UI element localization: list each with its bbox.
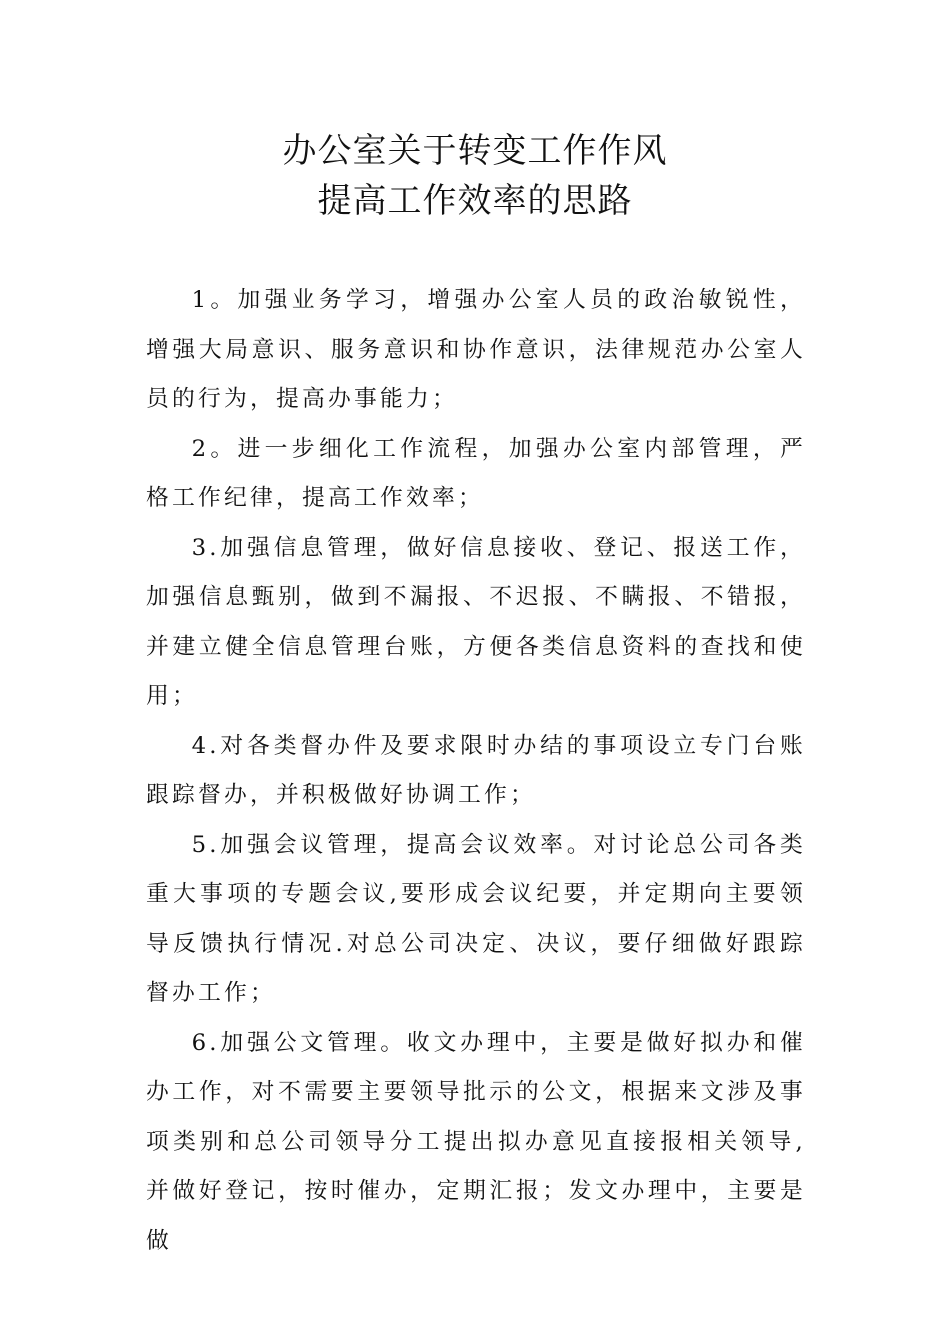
- paragraph-5: 5.加强会议管理，提高会议效率。对讨论总公司各类重大事项的专题会议,要形成会议纪要，并定期向主要领导反馈执行情况.对总公司决定、决议，要仔细做好跟踪督办工作；: [146, 831, 806, 1006]
- paragraph-6: 6.加强公文管理。收文办理中，主要是做好拟办和催办工作，对不需要主要领导批示的公文，根据来文涉及事项类别和总公司领导分工提出拟办意见直接报相关领导,并做好登记，按时催办，定期汇报；发文办理中，主要是做: [146, 1029, 806, 1254]
- title-line-1: 办公室关于转变工作作风: [282, 131, 668, 171]
- paragraph-4: 4.对各类督办件及要求限时办结的事项设立专门台账跟踪督办，并积极做好协调工作；: [146, 732, 806, 808]
- document-title: [0, 126, 950, 226]
- paragraph-1: 1。加强业务学习，增强办公室人员的政治敏锐性，增强大局意识、服务意识和协作意识，法律规范办公室人员的行为，提高办事能力；: [146, 287, 806, 412]
- paragraph-2: 2。进一步细化工作流程，加强办公室内部管理，严格工作纪律，提高工作效率；: [146, 435, 806, 511]
- document-body: [146, 276, 806, 1266]
- paragraph-3: 3.加强信息管理，做好信息接收、登记、报送工作，加强信息甄别，做到不漏报、不迟报、不瞒报、不错报，并建立健全信息管理台账，方便各类信息资料的查找和使用；: [146, 534, 806, 709]
- title-line-2: 提高工作效率的思路: [317, 181, 633, 221]
